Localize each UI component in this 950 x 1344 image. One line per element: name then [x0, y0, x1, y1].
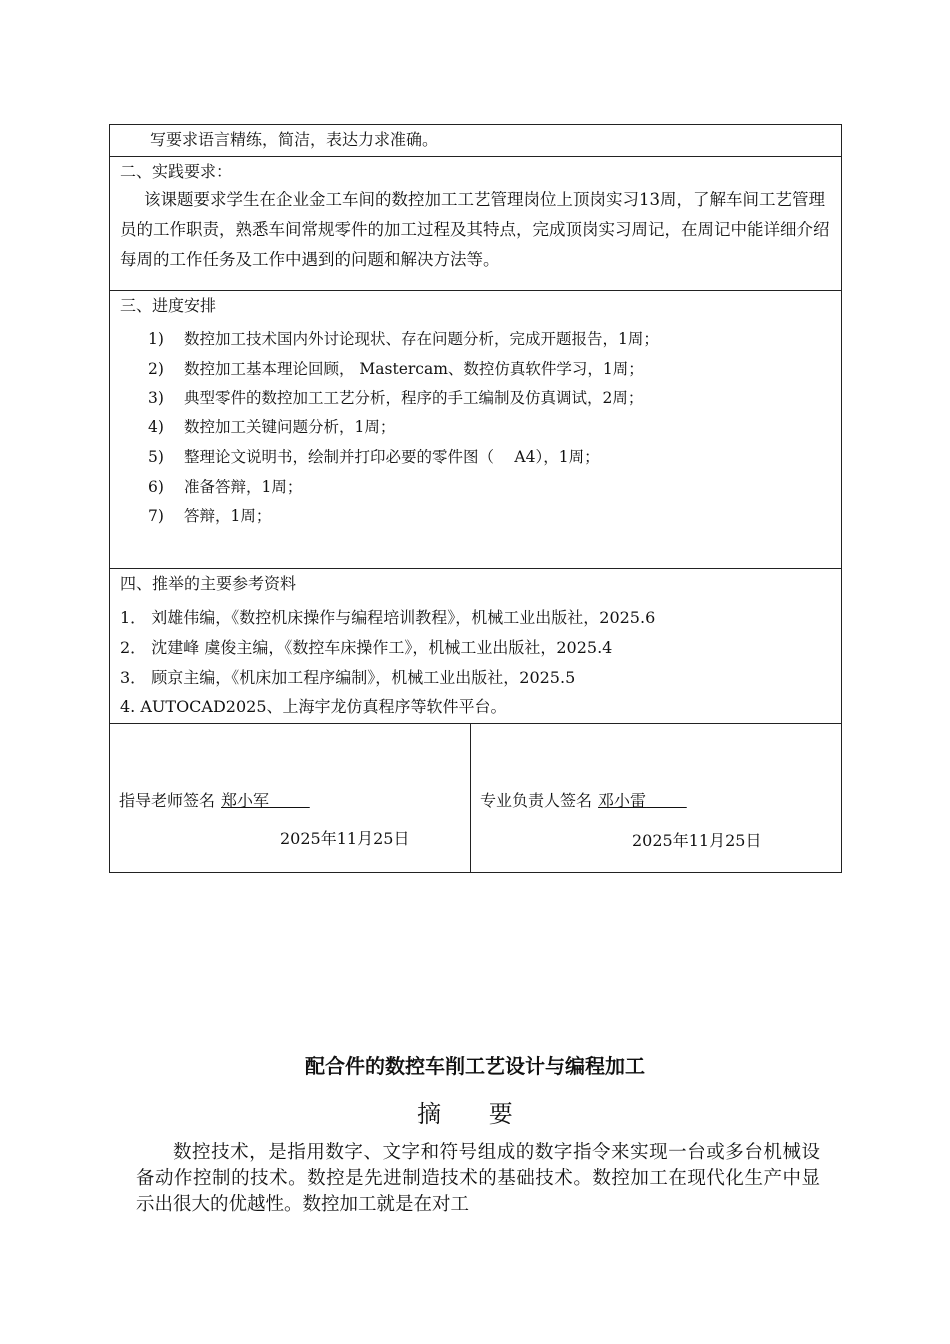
requirements-tail-text: 写要求语言精练，简洁，表达力求准确。	[150, 130, 439, 149]
reference-item: 3． 顾京主编，《机床加工程序编制》，机械工业出版社，2025.5	[120, 668, 576, 687]
schedule-item: 2) 数控加工基本理论回顾， Mastercam、数控仿真软件学习，1周；	[148, 360, 644, 378]
schedule-item: 7) 答辩，1周；	[148, 507, 272, 525]
schedule-item: 3) 典型零件的数控加工工艺分析，程序的手工编制及仿真调试，2周；	[148, 389, 644, 407]
thesis-title: 配合件的数控车削工艺设计与编程加工	[305, 1054, 645, 1078]
schedule-heading: 三、进度安排	[120, 296, 217, 315]
practice-section	[110, 157, 841, 291]
advisor-signature-label: 指导老师签名	[119, 791, 216, 810]
advisor-signature-cell	[110, 724, 471, 872]
head-signature-line	[646, 791, 706, 810]
head-signature-cell	[471, 724, 841, 872]
practice-text: 该课题要求学生在企业金工车间的数控加工工艺管理岗位上顶岗实习13周，了解车间工艺管理员的工作职责，熟悉车间常规零件的加工过程及其特点，完成顶岗实习周记，在周记中能详细介绍每周的工作任务及工作中遇到的问题和解决方法等。	[120, 190, 830, 269]
head-date: 2025年11月25日	[632, 831, 762, 850]
reference-item: 4. AUTOCAD2025、上海宇龙仿真程序等软件平台。	[120, 697, 507, 716]
reference-item: 1． 刘雄伟编，《数控机床操作与编程培训教程》，机械工业出版社，2025.6	[120, 608, 656, 627]
task-form-table	[109, 124, 842, 873]
requirements-tail-section	[110, 125, 841, 157]
head-signature-label: 专业负责人签名	[480, 791, 593, 810]
signature-section	[110, 724, 841, 872]
schedule-item: 4) 数控加工关键问题分析，1周；	[148, 418, 396, 436]
references-section	[110, 569, 841, 724]
abstract-heading: 摘 要	[417, 1100, 533, 1128]
schedule-section	[110, 291, 841, 569]
advisor-signature-line	[269, 791, 329, 810]
advisor-date: 2025年11月25日	[280, 829, 410, 848]
abstract-text: 数控技术，是指用数字、文字和符号组成的数字指令来实现一台或多台机械设备动作控制的技术。数控是先进制造技术的基础技术。数控加工在现代化生产中显示出很大的优越性。数控加工就是在对工	[136, 1142, 820, 1215]
advisor-name: 郑小军	[221, 791, 270, 810]
schedule-item: 5) 整理论文说明书，绘制并打印必要的零件图（ A4），1周；	[148, 448, 600, 466]
schedule-item: 6) 准备答辩，1周；	[148, 478, 303, 496]
advisor-signature	[119, 788, 329, 811]
reference-item: 2． 沈建峰 虞俊主编，《数控车床操作工》，机械工业出版社，2025.4	[120, 638, 613, 657]
head-name: 邓小雷	[598, 791, 647, 810]
practice-heading: 二、实践要求：	[120, 162, 233, 181]
head-signature	[480, 788, 706, 811]
references-heading: 四、推举的主要参考资料	[120, 574, 297, 593]
schedule-item: 1) 数控加工技术国内外讨论现状、存在问题分析，完成开题报告，1周；	[148, 330, 659, 348]
